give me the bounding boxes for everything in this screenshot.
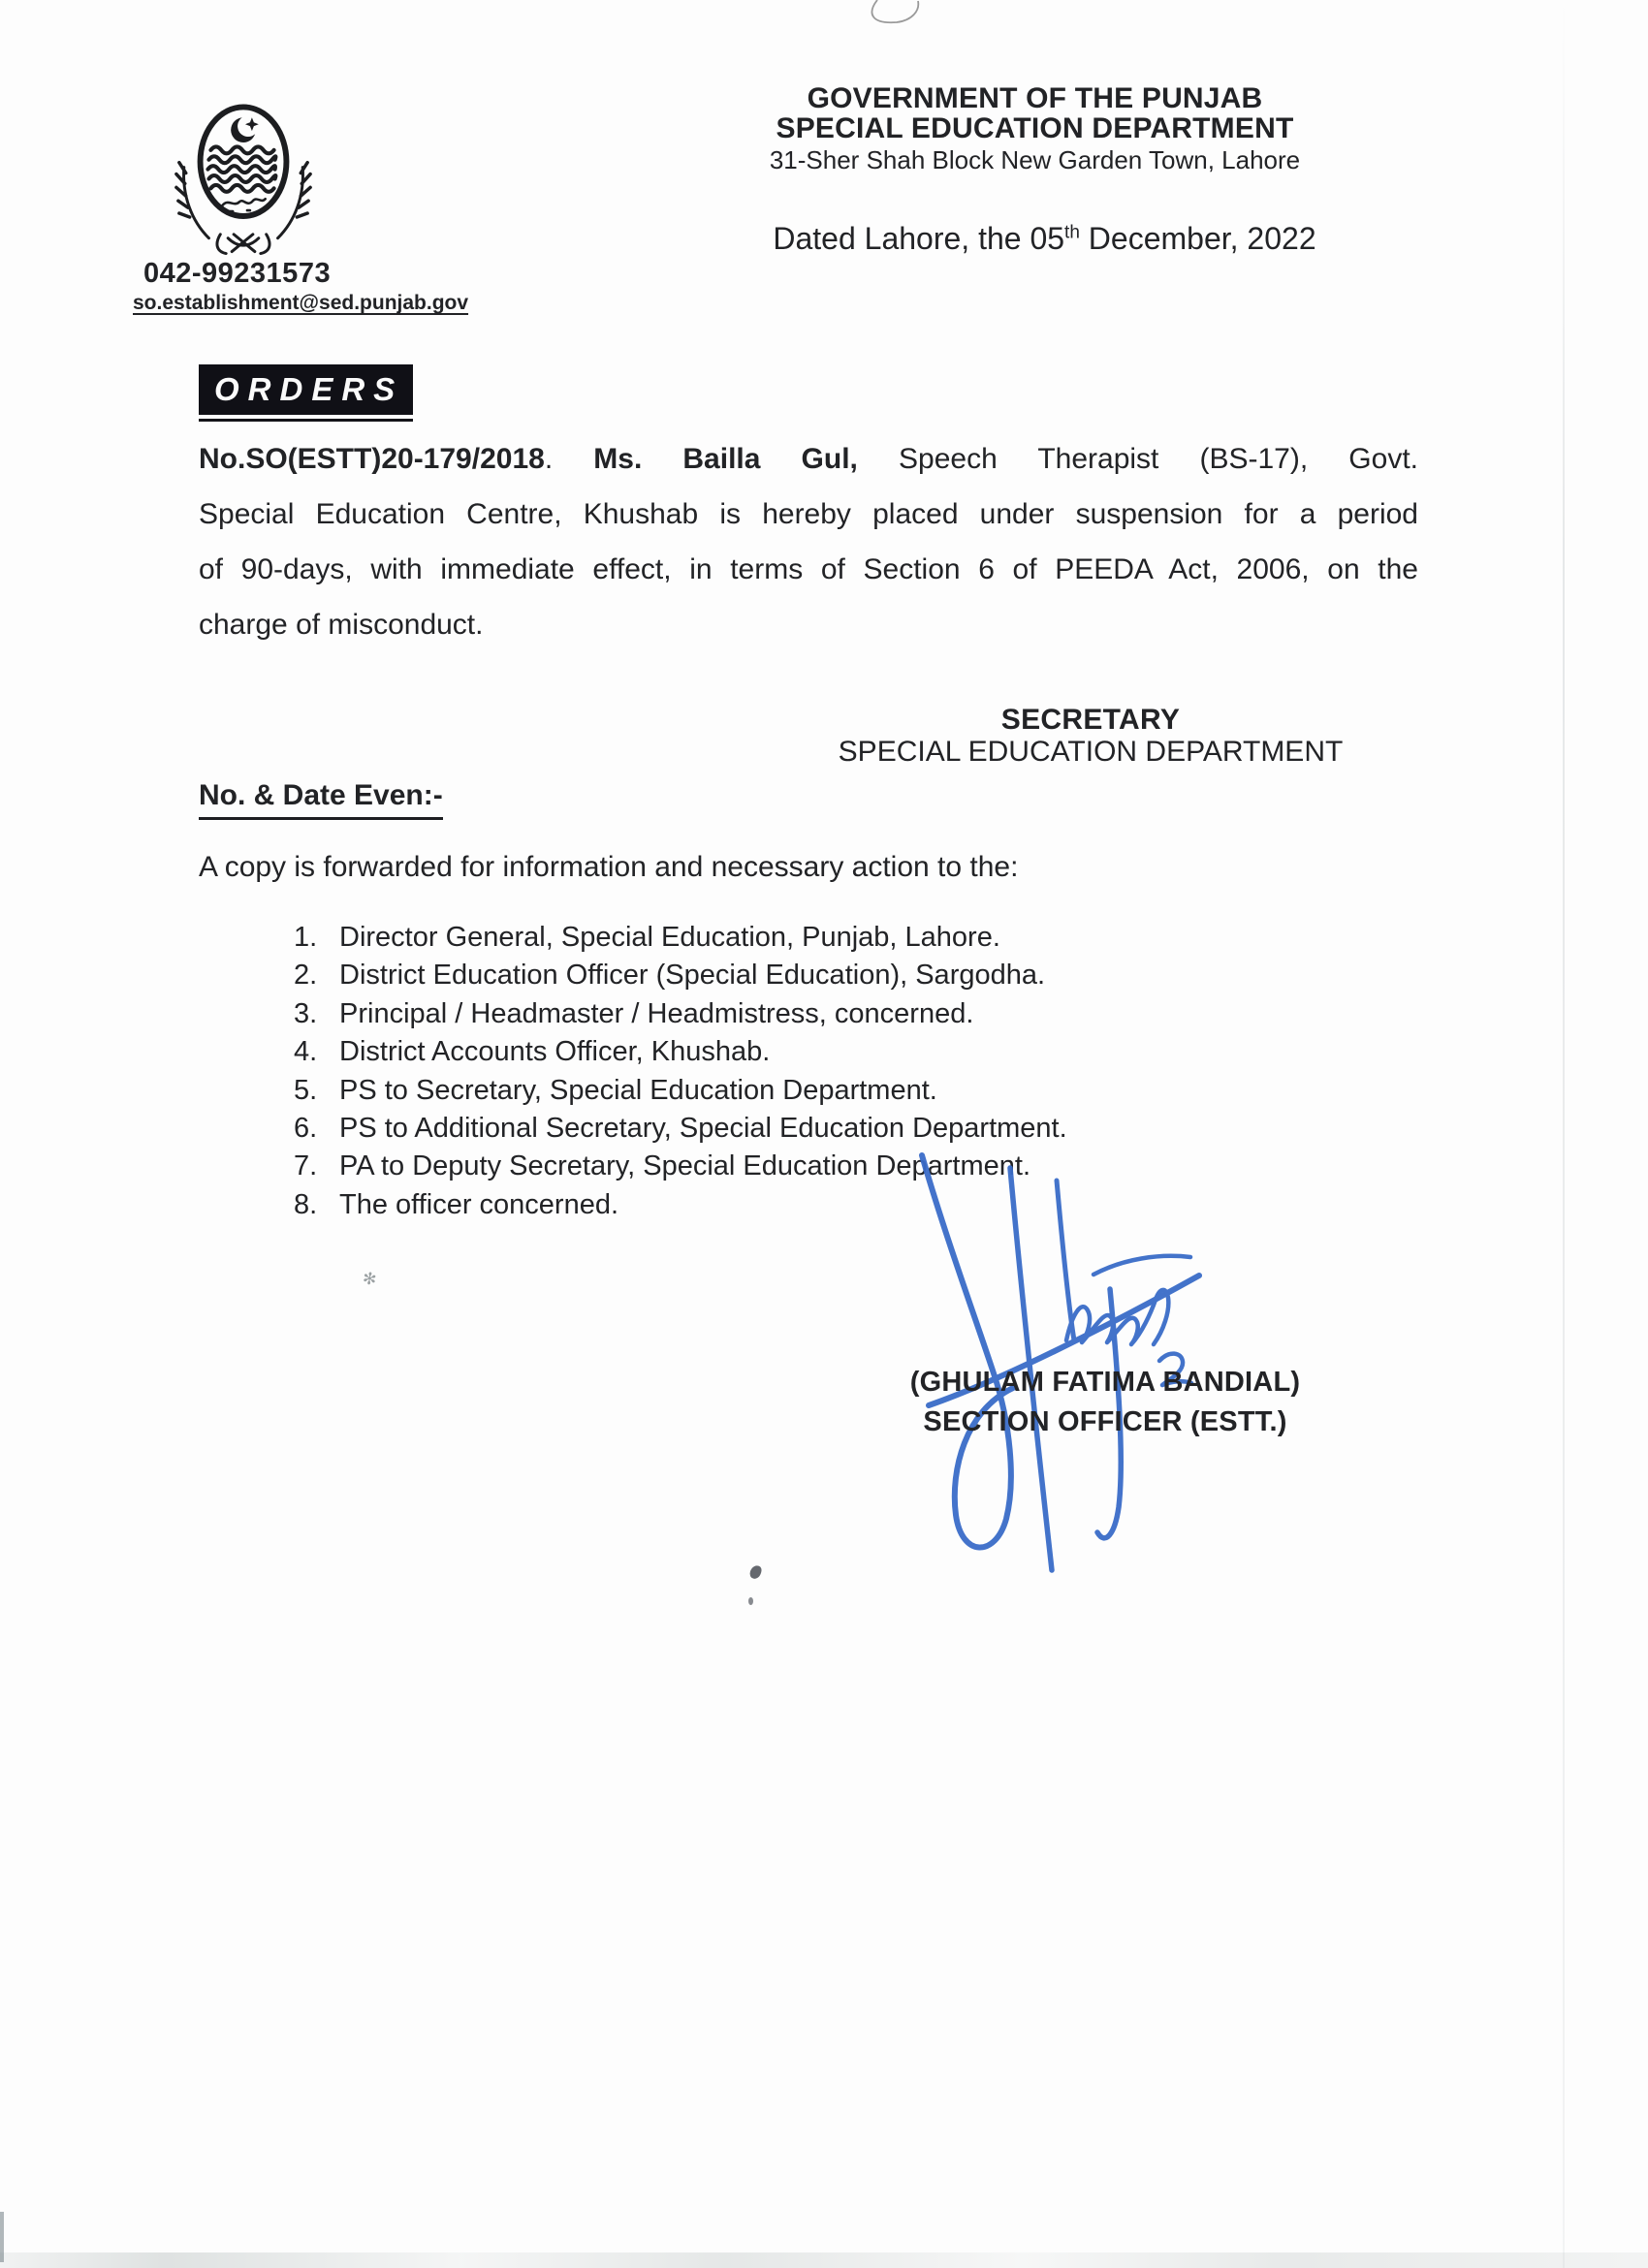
date-suffix: December, 2022 bbox=[1079, 221, 1316, 256]
order-subject-name: Ms. Bailla Gul, bbox=[593, 443, 858, 475]
scan-artifact-ink-dot bbox=[748, 1564, 763, 1581]
email-address: so.establishment@sed.punjab.gov bbox=[133, 292, 469, 314]
distribution-list-item bbox=[294, 1072, 1067, 1110]
issuing-authority-block bbox=[771, 704, 1410, 768]
scan-artifact-pen-curve bbox=[853, 0, 931, 29]
list-item-text: District Education Officer (Special Education), Sargodha. bbox=[339, 960, 1046, 992]
header-title-line1: GOVERNMENT OF THE PUNJAB bbox=[807, 82, 1263, 114]
date-line bbox=[732, 221, 1357, 257]
order-body-line-3: of 90-days, with immediate effect, in terms of Section 6 of PEEDA Act, 2006, on the bbox=[199, 553, 1418, 585]
punjab-government-crest-icon bbox=[167, 93, 320, 264]
order-line1-rest: Speech Therapist (BS-17), Govt. bbox=[857, 443, 1418, 475]
list-item-text: Director General, Special Education, Punjab, Lahore. bbox=[339, 922, 1000, 953]
signatory-block bbox=[824, 1363, 1386, 1442]
list-item-number: 2. bbox=[294, 960, 318, 992]
distribution-list-item bbox=[294, 919, 1067, 957]
phone-number: 042-99231573 bbox=[143, 258, 332, 289]
order-reference-number: No.SO(ESTT)20-179/2018 bbox=[199, 443, 545, 475]
list-item-text: The officer concerned. bbox=[339, 1188, 619, 1220]
scan-edge-shadow bbox=[0, 2252, 1648, 2268]
letterhead-header bbox=[722, 83, 1347, 175]
distribution-heading: No. & Date Even:- bbox=[199, 779, 443, 820]
signatory-designation: SECTION OFFICER (ESTT.) bbox=[923, 1406, 1287, 1437]
distribution-list-item bbox=[294, 1033, 1067, 1071]
order-body-line-1: No.SO(ESTT)20-179/2018. Ms. Bailla Gul, Speech Therapist (BS-17), Govt. bbox=[199, 443, 1418, 475]
order-body-paragraph bbox=[199, 431, 1418, 652]
list-item-number: 5. bbox=[294, 1074, 318, 1106]
date-ordinal-superscript: th bbox=[1064, 222, 1080, 243]
orders-section-badge: ORDERS bbox=[199, 364, 413, 415]
scan-edge-sliver bbox=[0, 2212, 4, 2262]
paper-crease bbox=[1563, 0, 1565, 2268]
scan-artifact-ink-dot-small bbox=[748, 1597, 753, 1605]
header-title-line2: SPECIAL EDUCATION DEPARTMENT bbox=[776, 112, 1294, 144]
list-item-number: 8. bbox=[294, 1188, 318, 1220]
list-item-number: 6. bbox=[294, 1113, 318, 1145]
signatory-name: (GHULAM FATIMA BANDIAL) bbox=[909, 1367, 1301, 1398]
list-item-number: 7. bbox=[294, 1150, 318, 1182]
header-address: 31-Sher Shah Block New Garden Town, Lahore bbox=[769, 145, 1301, 174]
date-prefix: Dated Lahore, the 05 bbox=[773, 221, 1065, 256]
list-item-text: PS to Secretary, Special Education Department. bbox=[339, 1074, 937, 1106]
distribution-list-item bbox=[294, 957, 1067, 994]
list-item-text: PS to Additional Secretary, Special Education Department. bbox=[339, 1113, 1067, 1145]
signature-ink-icon bbox=[902, 1119, 1212, 1594]
list-item-text: District Accounts Officer, Khushab. bbox=[339, 1036, 771, 1068]
list-item-number: 4. bbox=[294, 1036, 318, 1068]
list-item-text: Principal / Headmaster / Headmistress, concerned. bbox=[339, 997, 974, 1029]
list-item-number: 1. bbox=[294, 922, 318, 953]
distribution-list-item bbox=[294, 995, 1067, 1033]
list-item-text: PA to Deputy Secretary, Special Education Department. bbox=[339, 1150, 1031, 1182]
scan-artifact-smudge: ✻ bbox=[361, 1269, 378, 1289]
distribution-intro: A copy is forwarded for information and necessary action to the: bbox=[199, 851, 1019, 883]
secretary-department: SPECIAL EDUCATION DEPARTMENT bbox=[838, 736, 1344, 768]
order-body-line-2: Special Education Centre, Khushab is hereby placed under suspension for a period bbox=[199, 498, 1418, 530]
secretary-title: SECRETARY bbox=[1000, 704, 1181, 736]
order-body-line-4: charge of misconduct. bbox=[199, 609, 484, 641]
list-item-number: 3. bbox=[294, 997, 318, 1029]
